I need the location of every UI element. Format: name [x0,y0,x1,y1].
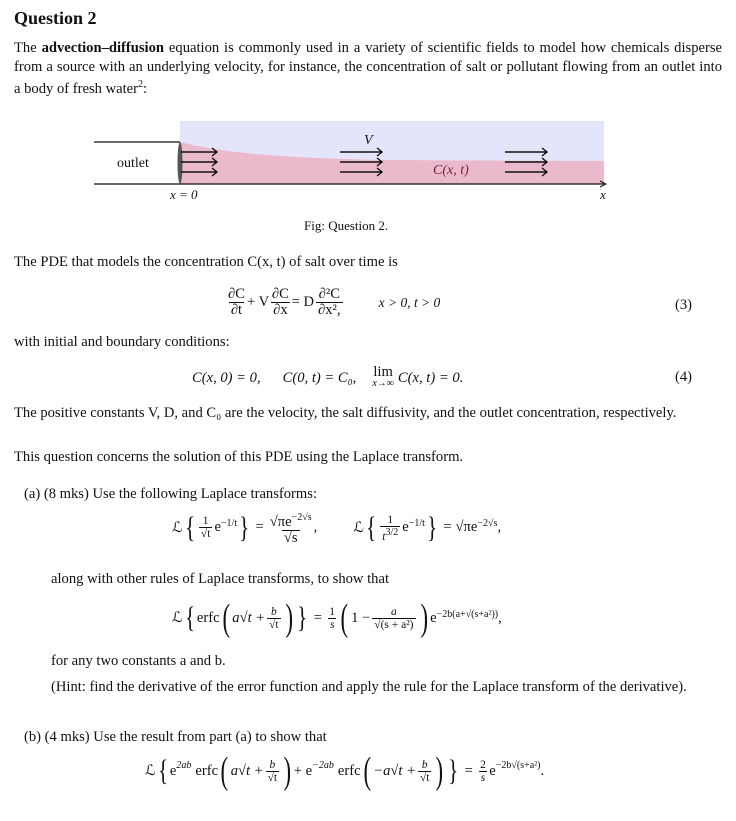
math-token: −2√s [477,518,498,529]
math-token: erfc [196,609,220,626]
outlet-opening [178,142,183,184]
math-token: = [313,609,322,626]
for-any-text: for any two constants a and b. [51,653,226,669]
math-token: 2ab [176,760,192,771]
math-token: e [402,519,409,536]
math-token: −2√s [291,512,312,523]
math-token: b [421,758,428,771]
math-token: √πe [269,513,292,530]
math-token: x→∞ [372,378,394,389]
math-token: + V [246,294,270,310]
math-token: ∂C [228,286,245,302]
math-token: √(s + a²) [374,618,414,631]
part-a-target-equation: ℒ { erfc ( a√t + $\frac{b}{√t}$ ) } = $\frac{1}{s}$ ( 1 − $\frac{a}{\text{√(s + a²)}}$ ) e $^{-2b(a+√(s+a^2))}$ , [172,597,502,639]
velocity-label: V [364,133,373,148]
math-token: equation is commonly used in a variety of scientific fields to model how chemicals disperse from a source with an underlying velocity, for instance, the concentration of salt or pollutant flowing from an outlet into a body of fresh water [14,40,722,97]
math-token: 3/2 [385,526,399,538]
part-a-label: (a) (8 mks) Use the following Laplace transforms: [24,486,318,502]
math-token: e [214,519,221,536]
math-token: ℒ [172,610,183,626]
math-token: ℒ [353,519,364,536]
math-token: ∂x [273,302,288,318]
math-token: = D [291,294,315,310]
math-token: = [255,519,264,536]
math-token: b [271,605,277,618]
figure-caption: Fig: Question 2. [304,218,389,233]
math-token: , [498,609,502,626]
math-token: a√t + [232,609,266,626]
equation-4-number: (4) [674,369,692,385]
question-title: Question 2 [14,8,97,28]
math-token: √t [267,771,278,784]
math-token: C(x, t) = 0. [397,369,464,386]
math-token: −2ab [312,760,334,771]
math-token: x > 0, t > 0 [378,294,441,310]
math-token: ∂C [271,286,289,302]
math-token: a√t + [230,762,264,779]
math-token: lim [373,364,393,380]
equation-4 [192,366,463,390]
math-token: s [480,771,486,784]
math-token: + e [293,762,313,779]
math-token: ∂t [230,302,243,318]
math-token: 2 [138,79,143,90]
math-token: 1 [387,513,394,526]
math-token: 1 − [351,609,371,626]
math-token: −2b√(s+a²) [495,760,541,771]
math-token: = [443,519,452,536]
x-axis-label: x [600,187,606,202]
math-token: The [14,40,42,56]
outlet-label: outlet [117,156,149,171]
along-with-text: along with other rules of Laplace transforms, to show that [51,571,390,587]
math-token: ∂x², [318,302,341,318]
advection-figure [0,110,736,210]
math-token: √s [283,529,298,546]
math-token: 2 [480,758,486,771]
question-intro-text: This question concerns the solution of this PDE using the Laplace transform. [14,449,464,465]
math-token: t [382,530,386,543]
math-token: −1/t [408,518,425,529]
math-token: −a√t + [373,762,416,779]
math-token: C(0, t) = C₀, [282,369,357,386]
math-token: √t [200,528,211,541]
math-token: √t [419,771,430,784]
math-token: , [497,519,502,536]
math-token: b [269,758,276,771]
math-token: e [169,762,177,779]
part-b-label: (b) (4 mks) Use the result from part (a) to show that [24,729,327,745]
equation-3-number: (3) [674,297,692,313]
math-token: advection–diffusion [41,40,165,56]
math-token: , [313,519,318,536]
math-token: erfc [337,762,361,779]
hint-text: (Hint: find the derivative of the error function and apply the rule for the Laplace transform of the derivative). [51,679,687,695]
constants-paragraph: The positive constants V, D, and C₀ are the velocity, the salt diffusivity, and the outlet concentration, respectively. [14,405,677,421]
equation-3 [226,287,440,318]
math-token: = [464,762,473,779]
math-token: erfc [195,762,219,779]
math-token: −1/t [220,518,238,529]
math-token: a [391,605,397,618]
intro-paragraph [14,39,722,98]
math-token: e [430,609,437,626]
math-token: √πe [455,519,478,536]
math-token: C(x, 0) = 0, [192,369,261,386]
x0-label: x = 0 [170,187,198,202]
math-token: e [489,762,496,779]
laplace-transforms-given: ℒ { 1 √t e $^{-1/t}$ } = $\frac{√\pi e^{-2√s}}{√s}$ , ℒ { 1 $t^{3/2}$ e $^{-1/t}$ } = √πe $^{-2√s}$ , [172,510,502,546]
math-token: 1 [329,605,336,618]
math-token: √t [269,618,279,631]
math-token: −2b(a+√(s+a²)) [436,609,499,620]
math-token: ∂²C [318,286,340,302]
math-token: 1 [202,515,209,528]
math-token: . [540,762,545,779]
math-token: s [329,618,335,631]
part-b-target-equation: ℒ { e $^{2ab}$ erfc ( a√t + $\frac{b}{√t}$ ) + e $^{-2ab}$ erfc ( −a√t + $\frac{b}{√t}$ ) } = $\frac{2}{s}$ e $^{-2b√(s+a^2)}$ . [145,750,545,792]
math-token: ℒ [172,519,183,536]
concentration-label: C(x, t) [433,163,469,178]
math-token: ℒ [145,763,156,779]
conditions-intro-text: with initial and boundary conditions: [14,334,230,350]
pde-intro-text: The PDE that models the concentration C(x, t) of salt over time is [14,254,398,270]
math-token: : [143,80,148,97]
